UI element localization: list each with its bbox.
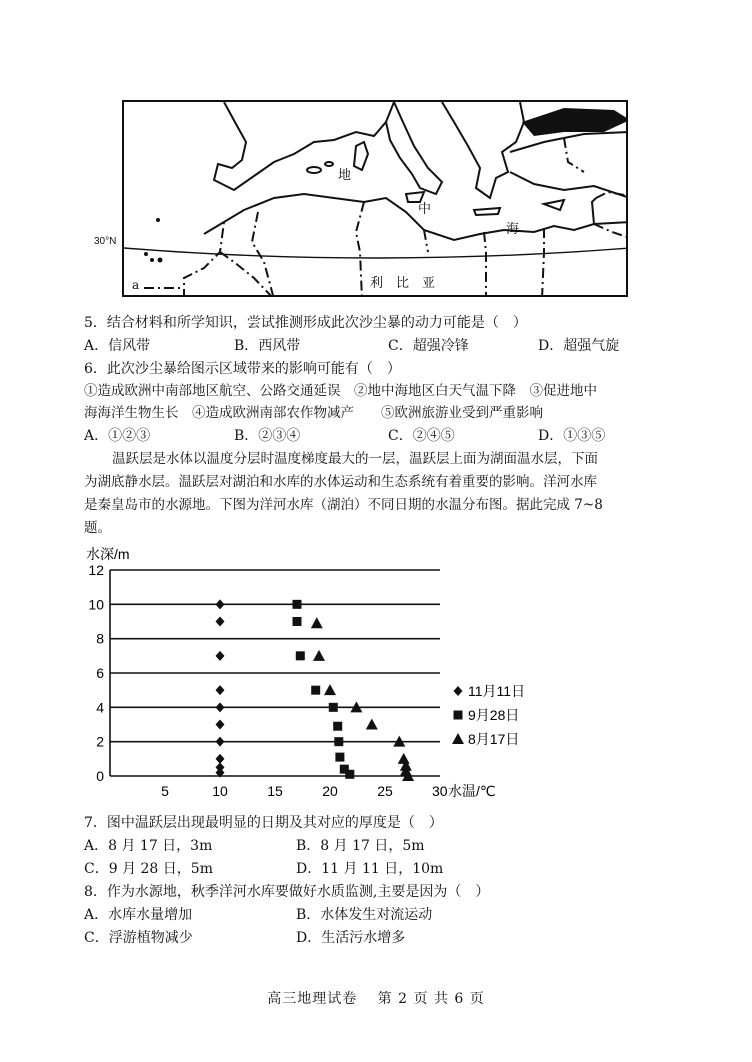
q5-option-b: B．西风带 bbox=[234, 338, 301, 354]
y-tick-label: 0 bbox=[96, 768, 104, 784]
data-point-triangle bbox=[313, 650, 325, 661]
map-label-zhong: 中 bbox=[418, 202, 432, 217]
data-point-triangle bbox=[311, 617, 323, 628]
data-point-diamond bbox=[216, 617, 225, 627]
q5-option-a: A．信风带 bbox=[84, 338, 151, 354]
material-line-2: 为湖底静水层。温跃层对湖泊和水库的水体运动和生态系统有着重要的影响。洋河水库 bbox=[84, 474, 597, 490]
legend-marker-diamond bbox=[454, 686, 463, 696]
q8-option-b: B．水体发生对流运动 bbox=[296, 907, 433, 923]
chart-grid bbox=[110, 570, 440, 776]
q6-option-c: C．②④⑤ bbox=[388, 428, 455, 444]
chart-tick-labels bbox=[88, 562, 495, 799]
legend-marker-square bbox=[454, 711, 463, 720]
y-tick-label: 6 bbox=[96, 665, 104, 681]
mediterranean-map bbox=[122, 100, 628, 297]
y-tick-label: 10 bbox=[88, 596, 104, 613]
q7-option-a: A．8 月 17 日，3m bbox=[84, 838, 213, 854]
y-tick-label: 12 bbox=[88, 562, 104, 578]
data-point-diamond bbox=[216, 651, 225, 661]
data-point-square bbox=[311, 686, 320, 695]
x-tick-label: 10 bbox=[212, 783, 228, 799]
legend-marker-triangle bbox=[452, 733, 464, 744]
y-axis-label: 水深/m bbox=[86, 546, 130, 562]
data-point-square bbox=[296, 651, 305, 660]
data-point-diamond bbox=[216, 754, 225, 764]
data-point-square bbox=[335, 753, 344, 762]
map-label-di: 地 bbox=[338, 168, 352, 183]
data-point-diamond bbox=[216, 702, 225, 712]
q5-stem: 5．结合材料和所学知识，尝试推测形成此次沙尘暴的动力可能是（ ） bbox=[84, 315, 527, 331]
data-point-square bbox=[293, 617, 302, 626]
q5-option-c: C．超强冷锋 bbox=[388, 338, 469, 354]
q6-option-b: B．②③④ bbox=[234, 428, 301, 444]
material-paragraph bbox=[84, 448, 684, 540]
water-temperature-chart bbox=[80, 544, 540, 806]
q6-item-line2: 海海洋生物生长 ④造成欧洲南部农作物减产 ⑤欧洲旅游业受到严重影响 bbox=[84, 405, 543, 421]
legend-label: 9月28日 bbox=[468, 707, 520, 723]
data-point-triangle bbox=[398, 753, 410, 764]
q7-option-c: C．9 月 28 日，5m bbox=[84, 861, 213, 877]
data-point-diamond bbox=[216, 737, 225, 747]
q6-option-d: D．①③⑤ bbox=[538, 428, 606, 444]
chart-legend bbox=[452, 683, 525, 747]
q8-option-a: A．水库水量增加 bbox=[84, 907, 193, 923]
data-point-square bbox=[345, 770, 354, 779]
data-point-diamond bbox=[216, 720, 225, 730]
material-line-1: 温跃层是水体以温度分层时温度梯度最大的一层，温跃层上面为湖面温水层，下面 bbox=[112, 451, 598, 467]
data-point-square bbox=[329, 703, 338, 712]
q8-stem: 8．作为水源地，秋季洋河水库要做好水质监测,主要是因为（ ） bbox=[84, 884, 490, 900]
q5-option-d: D．超强气旋 bbox=[538, 338, 620, 354]
q6-option-a: A．①②③ bbox=[84, 428, 151, 444]
material-line-3: 是秦皇岛市的水源地。下图为洋河水库（湖泊）不同日期的水温分布图。据此完成 7~8 bbox=[84, 497, 603, 513]
map-corner-label: a bbox=[132, 278, 140, 292]
page-footer: 高三地理试卷 第 2 页 共 6 页 bbox=[267, 991, 485, 1007]
q6-item-line1: ①造成欧洲中南部地区航空、公路交通延误 ②地中海地区白天气温下降 ③促进地中 bbox=[84, 383, 597, 399]
data-point-square bbox=[333, 722, 342, 731]
y-tick-label: 2 bbox=[96, 733, 104, 750]
x-axis-label: 水温/℃ bbox=[448, 783, 496, 799]
q7-option-b: B．8 月 17 日，5m bbox=[296, 838, 425, 854]
y-tick-label: 8 bbox=[96, 630, 104, 647]
x-tick-label: 5 bbox=[161, 783, 169, 799]
chart-points bbox=[216, 599, 415, 781]
q8-option-c: C．浮游植物减少 bbox=[84, 930, 193, 946]
q7-stem: 7．图中温跃层出现最明显的日期及其对应的厚度是（ ） bbox=[84, 815, 443, 831]
q6-stem: 6．此次沙尘暴给图示区域带来的影响可能有（ ） bbox=[84, 361, 401, 377]
data-point-square bbox=[293, 600, 302, 609]
legend-label: 8月17日 bbox=[468, 731, 520, 747]
map-drawing bbox=[124, 102, 628, 297]
data-point-square bbox=[334, 737, 343, 746]
data-point-diamond bbox=[216, 685, 225, 695]
latitude-label: 30°N bbox=[94, 236, 117, 247]
map-label-hai: 海 bbox=[506, 222, 520, 237]
x-tick-label: 15 bbox=[267, 783, 283, 799]
map-label-libya: 利 比 亚 bbox=[370, 276, 436, 291]
q7-option-d: D．11 月 11 日，10m bbox=[296, 861, 444, 877]
y-tick-label: 4 bbox=[96, 699, 104, 716]
data-point-diamond bbox=[216, 599, 225, 609]
x-tick-label: 20 bbox=[322, 783, 338, 799]
x-tick-label: 25 bbox=[377, 783, 393, 799]
data-point-triangle bbox=[324, 684, 336, 695]
material-line-4: 题。 bbox=[84, 520, 111, 536]
data-point-triangle bbox=[366, 719, 378, 730]
x-tick-label: 30 bbox=[432, 783, 448, 799]
legend-label: 11月11日 bbox=[468, 683, 526, 699]
q8-option-d: D．生活污水增多 bbox=[296, 930, 406, 946]
